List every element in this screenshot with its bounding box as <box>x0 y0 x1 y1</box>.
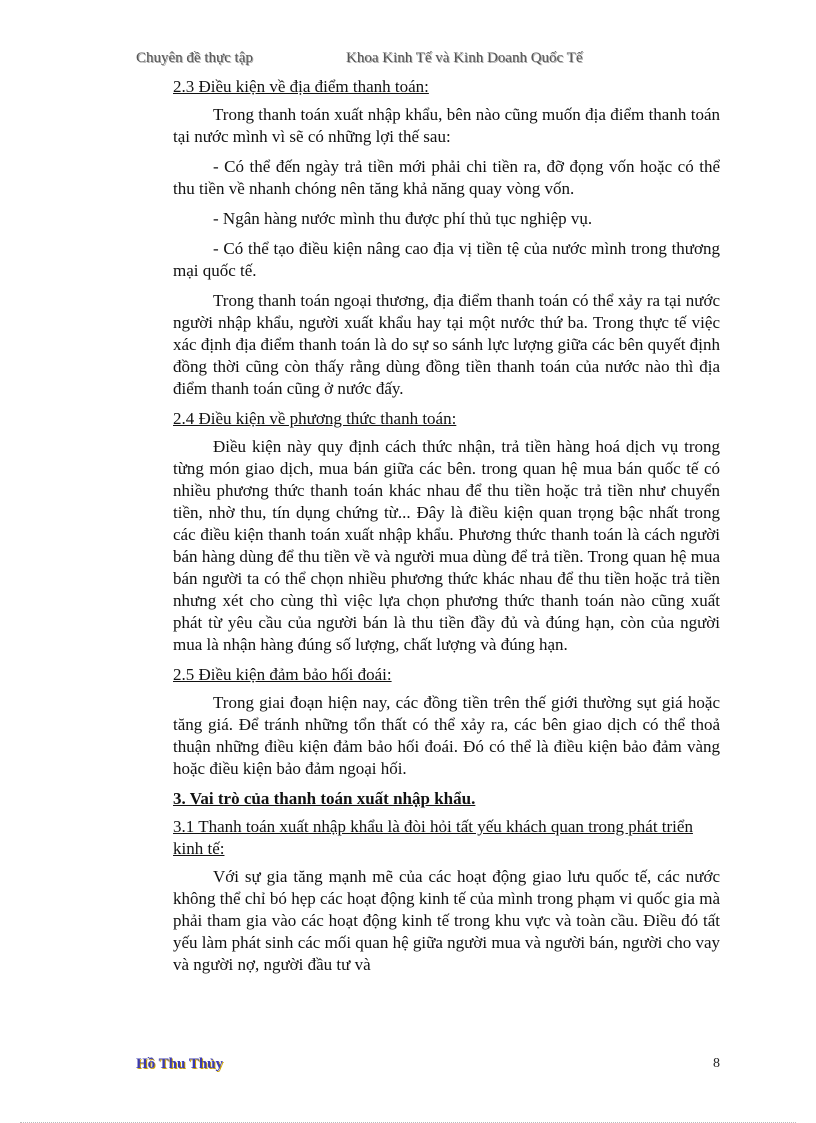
section-2-5-heading: 2.5 Điều kiện đảm bảo hối đoái: <box>173 665 392 684</box>
section-3-1-paragraph-1: Với sự gia tăng mạnh mẽ của các hoạt động giao lưu quốc tế, các nước không thể chỉ bó hẹp các hoạt động kinh tế của mình trong phạm vi quốc gia mà phải tham gia vào các hoạt động kinh tế trong khu vực và toàn cầu. Điều đó tất yếu làm phát sinh các mối quan hệ giữa người mua và người bán, người cho vay và người nợ, người đầu tư và <box>173 867 720 974</box>
section-2-3-paragraph-2: Trong thanh toán ngoại thương, địa điểm thanh toán có thể xảy ra tại nước người nhập khẩu, người xuất khẩu hay tại một nước thứ ba. Trong thực tế việc xác định địa điểm thanh toán là do sự so sánh lực lượng giữa các bên quyết định đồng thời cũng còn thấy rằng dùng đồng tiền thanh toán của nước nào thì địa điểm thanh toán cũng ở nước đấy. <box>173 291 720 398</box>
section-2-3-bullet-3: - Có thể tạo điều kiện nâng cao địa vị tiền tệ của nước mình trong thương mại quốc tế. <box>173 239 720 280</box>
section-2-3-paragraph-1: Trong thanh toán xuất nhập khẩu, bên nào cũng muốn địa điểm thanh toán tại nước mình vì sẽ có những lợi thế sau: <box>173 105 720 146</box>
footer-author: Hồ Thu Thủy <box>136 1056 224 1072</box>
section-2-3-heading: 2.3 Điều kiện về địa điểm thanh toán: <box>173 77 429 96</box>
section-2-4-heading: 2.4 Điều kiện về phương thức thanh toán: <box>173 409 457 428</box>
section-2-4-paragraph-1: Điều kiện này quy định cách thức nhận, trả tiền hàng hoá dịch vụ trong từng món giao dịch, mua bán giữa các bên. trong quan hệ mua bán quốc tế có nhiều phương thức thanh toán khác nhau để thu tiền hoặc trả tiền như chuyển tiền, nhờ thu, tín dụng chứng từ... Đây là điều kiện quan trọng bậc nhất trong các điều kiện thanh toán xuất nhập khẩu. Phương thức thanh toán là cách người bán hàng dùng để thu tiền về và người mua dùng để trả tiền. Trong quan hệ mua bán người ta có thể chọn nhiều phương thức khác nhau để thu tiền hoặc trả tiền nhưng xét cho cùng thì việc lựa chọn phương thức thanh toán nào cũng xuất phát từ yêu cầu của người bán là thu tiền đầy đủ và đúng hạn, còn của người mua là nhận hàng đúng số lượng, chất lượng và đúng hạn. <box>173 437 720 654</box>
page-number: 8 <box>713 1056 720 1071</box>
section-3-1-heading: 3.1 Thanh toán xuất nhập khẩu là đòi hỏi tất yếu khách quan trong phát triển kinh tế: <box>173 817 693 858</box>
section-2-5-paragraph-1: Trong giai đoạn hiện nay, các đồng tiền trên thế giới thường sụt giá hoặc tăng giá. Để tránh những tổn thất có thể xảy ra, các bên giao dịch có thể thoả thuận những điều kiện đảm bảo hối đoái. Đó có thể là điều kiện bảo đảm vàng hoặc điều kiện bảo đảm ngoại hối. <box>173 693 720 778</box>
header-document-type: Chuyên đề thực tập <box>136 50 253 66</box>
section-3-heading: 3. Vai trò của thanh toán xuất nhập khẩu. <box>173 789 476 808</box>
header-faculty: Khoa Kinh Tế và Kinh Doanh Quốc Tế <box>346 50 583 66</box>
page-content <box>173 76 720 984</box>
page-header <box>136 50 726 70</box>
section-2-3-bullet-2: - Ngân hàng nước mình thu được phí thủ tục nghiệp vụ. <box>213 209 593 228</box>
section-2-3-bullet-1: - Có thể đến ngày trả tiền mới phải chi tiền ra, đỡ đọng vốn hoặc có thể thu tiền về nhanh chóng nên tăng khả năng quay vòng vốn. <box>173 157 720 198</box>
page-footer <box>136 1056 720 1078</box>
